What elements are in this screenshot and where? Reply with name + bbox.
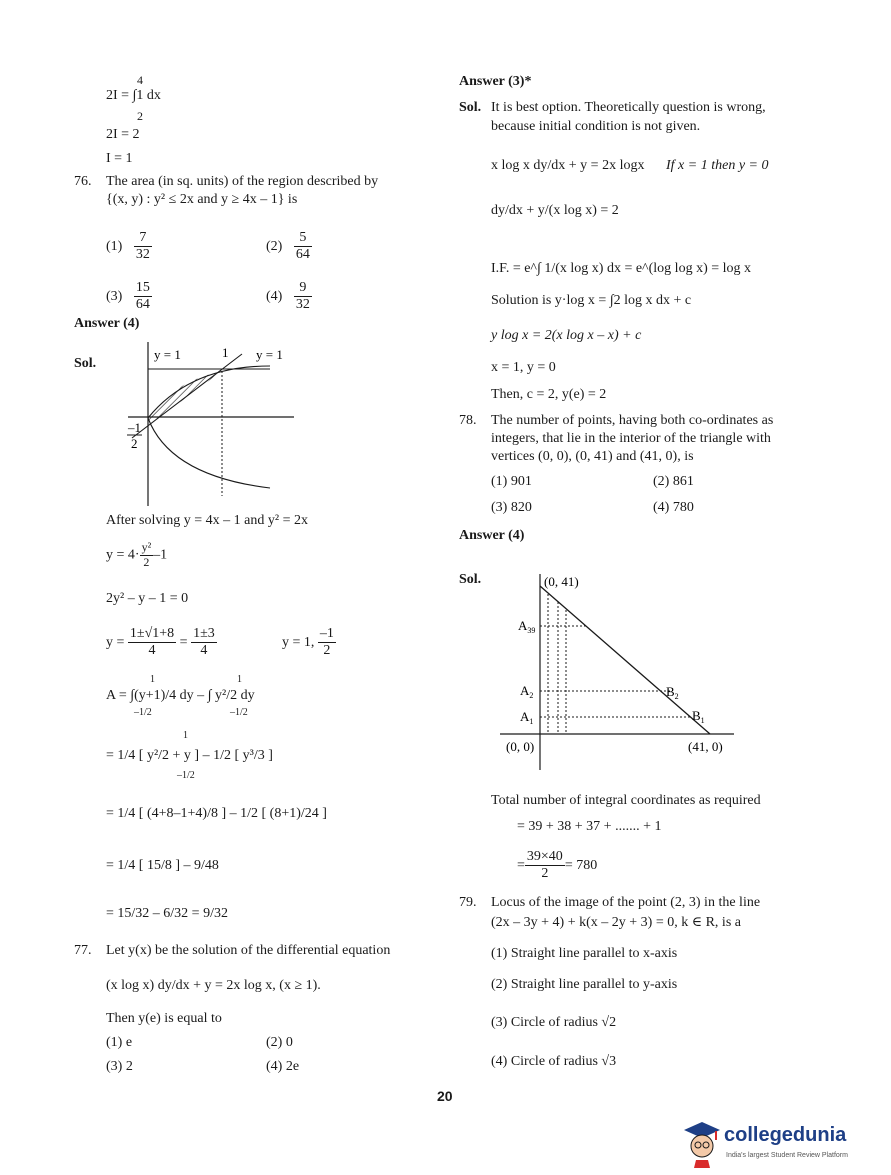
- option-label: (3): [106, 288, 123, 304]
- limit-lower-1: –1/2: [134, 707, 152, 718]
- label-a2: [520, 683, 533, 700]
- q77-option-2: (2) 0: [266, 1035, 293, 1050]
- fraction-numerator: 1±√1+8: [128, 626, 176, 643]
- q78-option-3: (3) 820: [491, 500, 532, 515]
- solution-step-2: 2y² – y – 1 = 0: [106, 591, 189, 606]
- q76-number: 76.: [74, 174, 92, 189]
- option-label: (2): [266, 238, 283, 254]
- q77-text-line1: Let y(x) be the solution of the differential equation: [106, 943, 391, 958]
- q77-option-1: (1) e: [106, 1035, 133, 1050]
- label-b2-sub: 2: [674, 692, 679, 701]
- q76-text-line2: {(x, y) : y² ≤ 2x and y ≥ 4x – 1} is: [106, 192, 298, 207]
- mascot-icon: [680, 1118, 724, 1168]
- label-top-vertex: (0, 41): [544, 574, 579, 589]
- limit-upper-1: 1: [150, 674, 155, 685]
- label-b1-letter: B: [692, 708, 701, 723]
- fraction-denominator: 4: [200, 643, 208, 659]
- after-solving-text: After solving y = 4x – 1 and y² = 2x: [106, 513, 308, 528]
- label-a39: [518, 618, 535, 635]
- fraction-numerator: y²: [141, 540, 152, 554]
- logo-wordmark: collegedunia: [724, 1124, 847, 1146]
- page-number: 20: [437, 1088, 453, 1104]
- fraction-numerator: 1±3: [191, 626, 217, 643]
- q78-number: 78.: [459, 413, 477, 428]
- q76-region-graph: [110, 338, 310, 510]
- q79-option-2: (2) Straight line parallel to y-axis: [491, 977, 678, 992]
- label-a39-sub: 39: [527, 626, 536, 635]
- solution-step-8: = 15/32 – 6/32 = 9/32: [106, 906, 228, 921]
- fraction-numerator: 5: [294, 230, 312, 247]
- q77-number: 77.: [74, 943, 92, 958]
- q77-equation: (x log x) dy/dx + y = 2x log x, (x ≥ 1).: [106, 978, 321, 993]
- sol-eq-3: I.F. = e^∫ 1/(x log x) dx = e^(log log x) = log x: [491, 261, 752, 276]
- q78-triangle-graph: [500, 566, 740, 776]
- q79-text-line1: Locus of the image of the point (2, 3) in the line: [491, 895, 761, 910]
- q78-total-line: Total number of integral coordinates as required: [491, 793, 761, 808]
- q76-option-4: [266, 280, 312, 313]
- sol-eq-7: Then, c = 2, y(e) = 2: [491, 387, 607, 402]
- label-a39-letter: A: [518, 618, 528, 633]
- fraction-numerator: 39×40: [525, 849, 565, 866]
- q77-sol-line2: because initial condition is not given.: [491, 119, 701, 134]
- fraction-denominator: 4: [148, 643, 156, 659]
- limit-lower-2: –1/2: [230, 707, 248, 718]
- label-y1-right: y = 1: [256, 347, 283, 362]
- label-minus-one: –1: [128, 420, 141, 435]
- q76-answer: Answer (4): [74, 316, 140, 331]
- sol-eq-1: x log x dy/dx + y = 2x logx: [491, 158, 645, 173]
- option-label: (4): [266, 288, 283, 304]
- step-1-left: y = 4·: [106, 547, 140, 563]
- q77-answer: Answer (3)*: [459, 74, 532, 89]
- collegedunia-logo[interactable]: [680, 1118, 880, 1170]
- solution-step-6: = 1/4 [ (4+8–1+4)/8 ] – 1/2 [ (8+1)/24 ]: [106, 806, 327, 821]
- label-a2-letter: A: [520, 683, 530, 698]
- option-label: (1): [106, 238, 123, 254]
- q79-text-line2: (2x – 3y + 4) + k(x – 2y + 3) = 0, k ∈ R, is a: [491, 915, 741, 930]
- label-a2-sub: 2: [529, 691, 534, 700]
- q78-final: = $\frac{39\times 40}{2}$ = 780: [517, 849, 598, 882]
- logo-tagline: India's largest Student Review Platform: [726, 1152, 848, 1159]
- sol-eq-6: x = 1, y = 0: [491, 360, 556, 375]
- fraction-denominator: 32: [295, 297, 310, 313]
- label-origin: (0, 0): [506, 739, 535, 754]
- q76-sol-label: Sol.: [74, 356, 97, 371]
- q77-option-4: (4) 2e: [266, 1059, 300, 1074]
- q77-sol-label: Sol.: [459, 100, 482, 115]
- fraction-denominator: 64: [135, 297, 150, 313]
- equation-2i-equals-2: 2I = 2: [106, 127, 140, 142]
- parabola-curve: [148, 366, 270, 488]
- integral-upper-limit: 4: [137, 73, 143, 87]
- q77-text-line3: Then y(e) is equal to: [106, 1011, 222, 1026]
- label-b1-sub: 1: [700, 716, 705, 725]
- limit-lower-3: –1/2: [177, 770, 195, 781]
- final-result: = 780: [564, 857, 598, 873]
- solution-step-4: A = ∫(y+1)/4 dy – ∫ y²/2 dy: [106, 688, 255, 703]
- roots-label: y = 1,: [282, 634, 315, 650]
- q78-answer: Answer (4): [459, 528, 525, 543]
- sol-eq-4: Solution is y·log x = ∫2 log x dx + c: [491, 293, 692, 308]
- q78-text-line3: vertices (0, 0), (0, 41) and (41, 0), is: [491, 449, 694, 464]
- sol-eq-2: dy/dx + y/(x log x) = 2: [491, 203, 619, 218]
- q79-option-1: (1) Straight line parallel to x-axis: [491, 946, 678, 961]
- q78-sum-line: = 39 + 38 + 37 + ....... + 1: [517, 819, 662, 834]
- fraction-numerator: 7: [134, 230, 152, 247]
- label-right-vertex: (41, 0): [688, 739, 723, 754]
- fraction-denominator: 2: [143, 554, 150, 569]
- q76-option-3: [106, 280, 152, 313]
- equation-i-equals-1: I = 1: [106, 151, 133, 166]
- solution-step-3: [106, 626, 217, 659]
- q79-option-4: (4) Circle of radius √3: [491, 1054, 617, 1069]
- q77-sol-line1: It is best option. Theoretically question is wrong,: [491, 100, 766, 115]
- q76-text-line1: The area (in sq. units) of the region described by: [106, 174, 379, 189]
- fraction-denominator: 2: [323, 643, 331, 659]
- sol-eq-1-condition: If x = 1 then y = 0: [666, 158, 769, 173]
- equation-2i-integral: 2I = ∫1 dx: [106, 88, 161, 103]
- step-1-right: –1: [153, 547, 168, 563]
- q78-option-4: (4) 780: [653, 500, 694, 515]
- q78-option-1: (1) 901: [491, 474, 532, 489]
- q79-option-3: (3) Circle of radius √2: [491, 1015, 617, 1030]
- q78-text-line1: The number of points, having both co-ordinates as: [491, 413, 774, 428]
- solution-roots: [282, 626, 336, 659]
- label-y1-left: y = 1: [154, 347, 181, 362]
- solution-step-1: [106, 541, 167, 570]
- fraction-denominator: 2: [541, 866, 549, 882]
- fraction-numerator: –1: [318, 626, 336, 643]
- limit-upper-3: 1: [183, 730, 188, 741]
- q78-option-2: (2) 861: [653, 474, 694, 489]
- equals-sign: =: [179, 634, 188, 650]
- fraction-denominator: 64: [295, 247, 310, 263]
- fraction-denominator: 32: [135, 247, 150, 263]
- label-b2-letter: B: [666, 684, 675, 699]
- label-a1-sub: 1: [529, 717, 534, 726]
- q77-option-3: (3) 2: [106, 1059, 133, 1074]
- solution-step-5: = 1/4 [ y²/2 + y ] – 1/2 [ y³/3 ]: [106, 748, 273, 763]
- label-b2: [666, 684, 679, 701]
- q76-option-1: [106, 230, 152, 263]
- label-one: 1: [222, 345, 229, 360]
- limit-upper-2: 1: [237, 674, 242, 685]
- fraction-numerator: 15: [134, 280, 152, 297]
- label-b1: [692, 708, 705, 725]
- label-a1-letter: A: [520, 709, 530, 724]
- q76-option-2: [266, 230, 312, 263]
- q78-text-line2: integers, that lie in the interior of the triangle with: [491, 431, 771, 446]
- integral-lower-limit: 2: [137, 109, 143, 123]
- step-3-left: y =: [106, 634, 125, 650]
- fraction-numerator: 9: [294, 280, 312, 297]
- solution-step-7: = 1/4 [ 15/8 ] – 9/48: [106, 858, 219, 873]
- label-a1: [520, 709, 533, 726]
- q78-sol-label: Sol.: [459, 572, 482, 587]
- label-two: 2: [131, 436, 138, 451]
- q79-number: 79.: [459, 895, 477, 910]
- sol-eq-5: y log x = 2(x log x – x) + c: [491, 328, 642, 343]
